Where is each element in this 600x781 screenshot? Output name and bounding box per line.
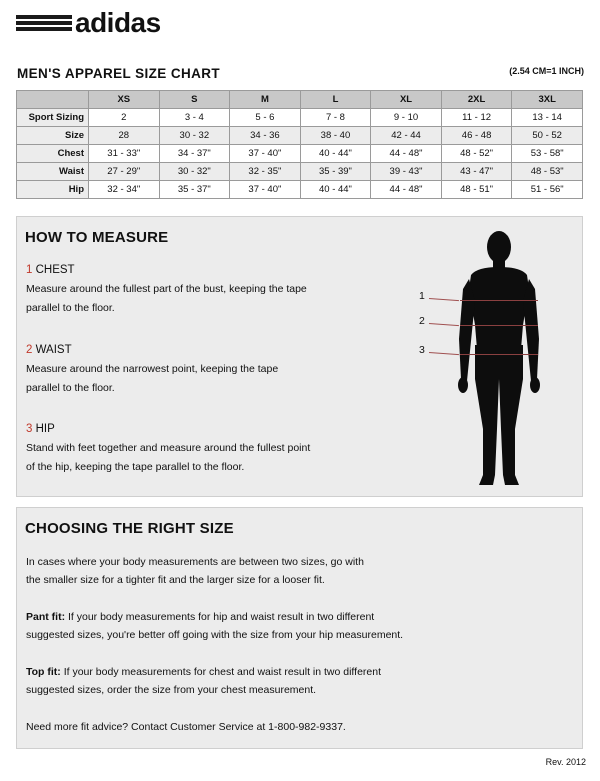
paragraph-line: the smaller size for a tighter fit and the larger size for a looser fit. — [26, 574, 325, 586]
figure-label-hip: 3 — [419, 344, 425, 356]
conversion-note: (2.54 CM=1 INCH) — [509, 66, 584, 76]
top-fit-paragraph — [26, 663, 381, 699]
table-cell: 39 - 43" — [371, 163, 442, 181]
paragraph-line: suggested sizes, you're better off going with the size from your hip measurement. — [26, 629, 404, 641]
pant-fit-text: If your body measurements for hip and waist result in two different — [65, 611, 375, 623]
table-cell: 48 - 53" — [512, 163, 583, 181]
hip-leader-line — [429, 352, 459, 355]
table-cell: 46 - 48 — [441, 127, 512, 145]
table-cell: 44 - 48" — [371, 181, 442, 199]
pant-fit-label: Pant fit: — [26, 611, 66, 623]
table-cell: 44 - 48" — [371, 145, 442, 163]
figure-label-waist: 2 — [419, 315, 425, 327]
table-cell: 28 — [89, 127, 160, 145]
table-cell: 9 - 10 — [371, 109, 442, 127]
table-cell: 5 - 6 — [230, 109, 301, 127]
waist-label: WAIST — [35, 344, 72, 356]
chest-text-line: Measure around the fullest part of the bust, keeping the tape — [26, 283, 307, 295]
top-fit-text: If your body measurements for chest and waist result in two different — [60, 666, 382, 678]
table-row — [17, 145, 583, 163]
header-cell: XS — [89, 91, 160, 109]
waist-guide-line — [460, 325, 538, 326]
chest-heading — [26, 261, 307, 280]
header-cell — [17, 91, 89, 109]
table-cell: 35 - 39" — [300, 163, 371, 181]
figure-label-chest: 1 — [419, 290, 425, 302]
customer-service-text: Need more fit advice? Contact Customer Service at 1-800-982-9337. — [26, 721, 346, 733]
table-cell: 48 - 51" — [441, 181, 512, 199]
hip-instruction — [26, 420, 310, 477]
row-label: Sport Sizing — [17, 109, 89, 127]
waist-text-line: Measure around the narrowest point, keeping the tape — [26, 363, 279, 375]
three-stripes-icon — [16, 14, 72, 32]
how-to-measure-title: HOW TO MEASURE — [25, 229, 169, 246]
chest-label: CHEST — [35, 264, 75, 276]
table-cell: 30 - 32 — [159, 127, 230, 145]
table-cell: 51 - 56" — [512, 181, 583, 199]
how-to-measure-panel — [16, 216, 583, 497]
table-cell: 42 - 44 — [371, 127, 442, 145]
table-cell: 30 - 32" — [159, 163, 230, 181]
size-chart-table — [16, 90, 583, 199]
body-silhouette-image — [457, 229, 541, 487]
table-cell: 53 - 58" — [512, 145, 583, 163]
choosing-size-title: CHOOSING THE RIGHT SIZE — [25, 520, 234, 537]
pant-fit-paragraph — [26, 608, 403, 644]
table-cell: 13 - 14 — [512, 109, 583, 127]
waist-instruction — [26, 341, 278, 398]
chest-leader-line — [429, 298, 459, 301]
table-header-row — [17, 91, 583, 109]
table-row — [17, 127, 583, 145]
table-cell: 11 - 12 — [441, 109, 512, 127]
paragraph-line: In cases where your body measurements are between two sizes, go with — [26, 556, 364, 568]
hip-text-line: Stand with feet together and measure around the fullest point — [26, 442, 311, 454]
chest-instruction — [26, 261, 307, 318]
table-cell: 50 - 52 — [512, 127, 583, 145]
table-cell: 37 - 40" — [230, 181, 301, 199]
chest-number: 1 — [26, 264, 33, 276]
hip-number: 3 — [26, 423, 33, 435]
row-label: Waist — [17, 163, 89, 181]
waist-leader-line — [429, 323, 459, 326]
hip-heading — [26, 420, 310, 439]
waist-heading — [26, 341, 278, 360]
table-cell: 34 - 37" — [159, 145, 230, 163]
table-cell: 32 - 35" — [230, 163, 301, 181]
chest-guide-line — [460, 300, 538, 301]
table-cell: 40 - 44" — [300, 181, 371, 199]
revision-label: Rev. 2012 — [545, 757, 586, 767]
header-cell: 3XL — [512, 91, 583, 109]
header-cell: L — [300, 91, 371, 109]
row-label: Size — [17, 127, 89, 145]
table-cell: 34 - 36 — [230, 127, 301, 145]
hip-label: HIP — [35, 423, 55, 435]
table-cell: 27 - 29" — [89, 163, 160, 181]
table-cell: 43 - 47" — [441, 163, 512, 181]
table-cell: 38 - 40 — [300, 127, 371, 145]
table-row — [17, 109, 583, 127]
table-cell: 35 - 37" — [159, 181, 230, 199]
row-label: Hip — [17, 181, 89, 199]
table-cell: 48 - 52" — [441, 145, 512, 163]
table-cell: 31 - 33" — [89, 145, 160, 163]
table-cell: 3 - 4 — [159, 109, 230, 127]
top-fit-label: Top fit: — [26, 666, 61, 678]
table-cell: 7 - 8 — [300, 109, 371, 127]
header-cell: M — [230, 91, 301, 109]
hip-guide-line — [460, 354, 538, 355]
table-row — [17, 163, 583, 181]
adidas-logo — [16, 8, 161, 38]
row-label: Chest — [17, 145, 89, 163]
waist-number: 2 — [26, 344, 33, 356]
header-cell: XL — [371, 91, 442, 109]
header-cell: S — [159, 91, 230, 109]
size-advice-paragraph — [26, 553, 364, 589]
table-cell: 2 — [89, 109, 160, 127]
header-cell: 2XL — [441, 91, 512, 109]
brand-name: adidas — [75, 7, 161, 38]
choosing-size-panel — [16, 507, 583, 749]
table-cell: 32 - 34" — [89, 181, 160, 199]
waist-text-line: parallel to the floor. — [26, 382, 115, 394]
chest-text-line: parallel to the floor. — [26, 302, 115, 314]
paragraph-line — [26, 663, 381, 681]
hip-text-line: of the hip, keeping the tape parallel to the floor. — [26, 461, 245, 473]
paragraph-line: suggested sizes, order the size from your chest measurement. — [26, 684, 317, 696]
table-row — [17, 181, 583, 199]
paragraph-line — [26, 608, 403, 626]
table-cell: 40 - 44" — [300, 145, 371, 163]
table-cell: 37 - 40" — [230, 145, 301, 163]
page-title: MEN'S APPAREL SIZE CHART — [17, 66, 221, 81]
